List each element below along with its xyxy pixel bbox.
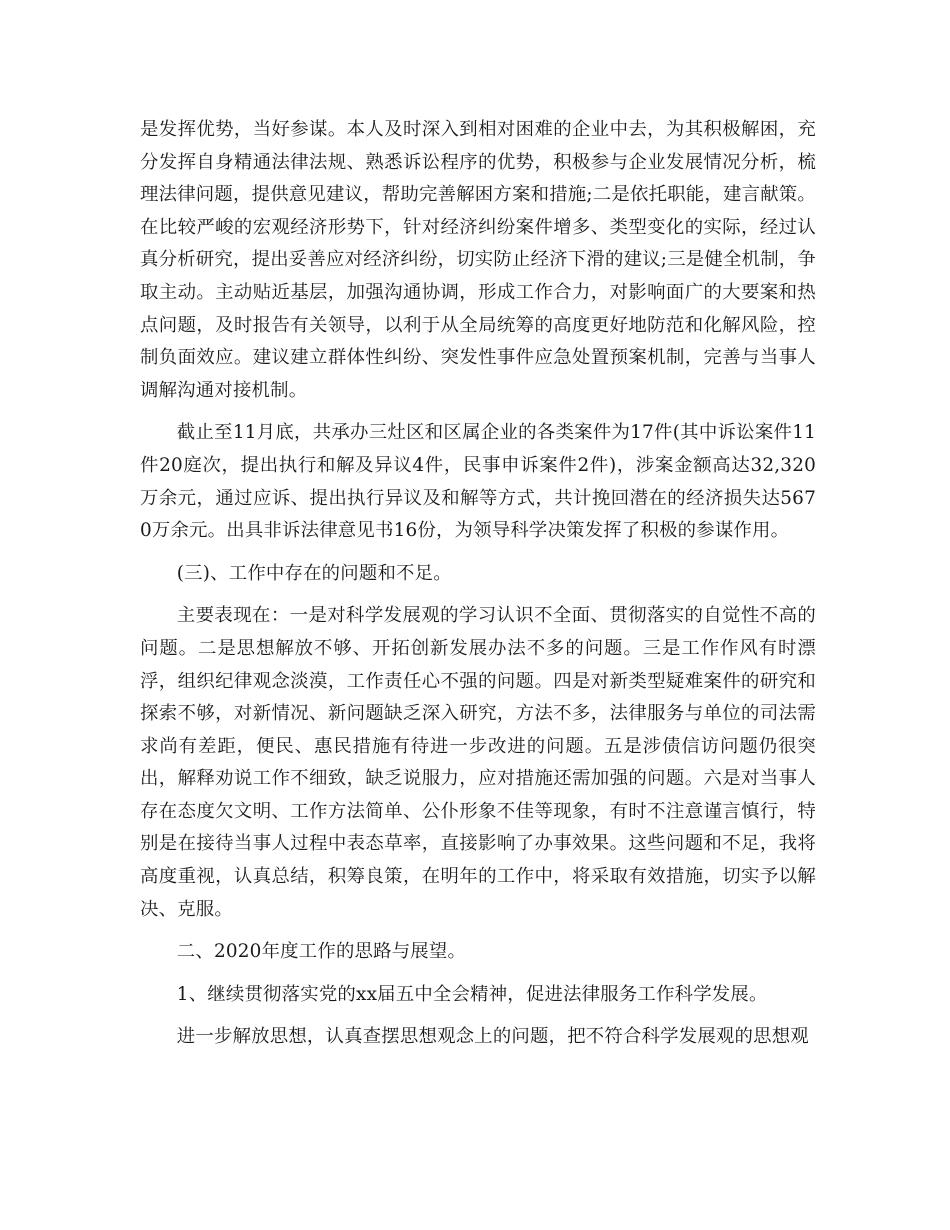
paragraph-case-statistics: 截止至11月底，共承办三灶区和区属企业的各类案件为17件(其中诉讼案件11件20庭次，提出执行和解及异议4件，民事申诉案件2件)，涉案金额高达32,320万余元，通过应诉、提出执行异议及和解等方式，共计挽回潜在的经济损失达5670万余元。出具非诉法律意见书16份，为领导科学决策发挥了积极的参谋作用。 <box>140 422 816 542</box>
subheading-item-1: 1、继续贯彻落实党的xx届五中全会精神，促进法律服务工作科学发展。 <box>176 983 768 1005</box>
section-heading-outlook: 二、2020年度工作的思路与展望。 <box>176 941 467 963</box>
paragraph-item-1: 进一步解放思想，认真查摆思想观念上的问题，把不符合科学发展观的思想观 <box>176 1026 809 1048</box>
paragraph-problems: 主要表现在：一是对科学发展观的学习认识不全面、贯彻落实的自觉性不高的问题。二是思想解放不够、开拓创新发展办法不多的问题。三是工作作风有时漂浮，组织纪律观念淡漠，工作责任心不强的问题。四是对新类型疑难案件的研究和探索不够，对新情况、新问题缺乏深入研究，方法不多，法律服务与单位的司法需求尚有差距，便民、惠民措施有待进一步改进的问题。五是涉债信访问题仍很突出，解释劝说工作不细致，缺乏说服力，应对措施还需加强的问题。六是对当事人存在态度欠文明、工作方法简单、公仆形象不佳等现象，有时不注意谨言慎行，特别是在接待当事人过程中表态草率，直接影响了办事效果。这些问题和不足，我将高度重视，认真总结，积筹良策，在明年的工作中，将采取有效措施，切实予以解决、克服。 <box>140 605 816 920</box>
document-body <box>140 114 816 1054</box>
paragraph-continuation: 是发挥优势，当好参谋。本人及时深入到相对困难的企业中去，为其积极解困，充分发挥自身精通法律法规、熟悉诉讼程序的优势，积极参与企业发展情况分析，梳理法律问题，提供意见建议，帮助完善解困方案和措施;二是依托职能，建言献策。在比较严峻的宏观经济形势下，针对经济纠纷案件增多、类型变化的实际，经过认真分析研究，提出妥善应对经济纠纷，切实防止经济下滑的建议;三是健全机制，争取主动。主动贴近基层，加强沟通协调，形成工作合力，对影响面广的大要案和热点问题，及时报告有关领导，以利于从全局统筹的高度更好地防范和化解风险，控制负面效应。建议建立群体性纠纷、突发性事件应急处置预案机制，完善与当事人调解沟通对接机制。 <box>140 119 816 401</box>
section-heading-problems: (三)、工作中存在的问题和不足。 <box>176 562 452 584</box>
